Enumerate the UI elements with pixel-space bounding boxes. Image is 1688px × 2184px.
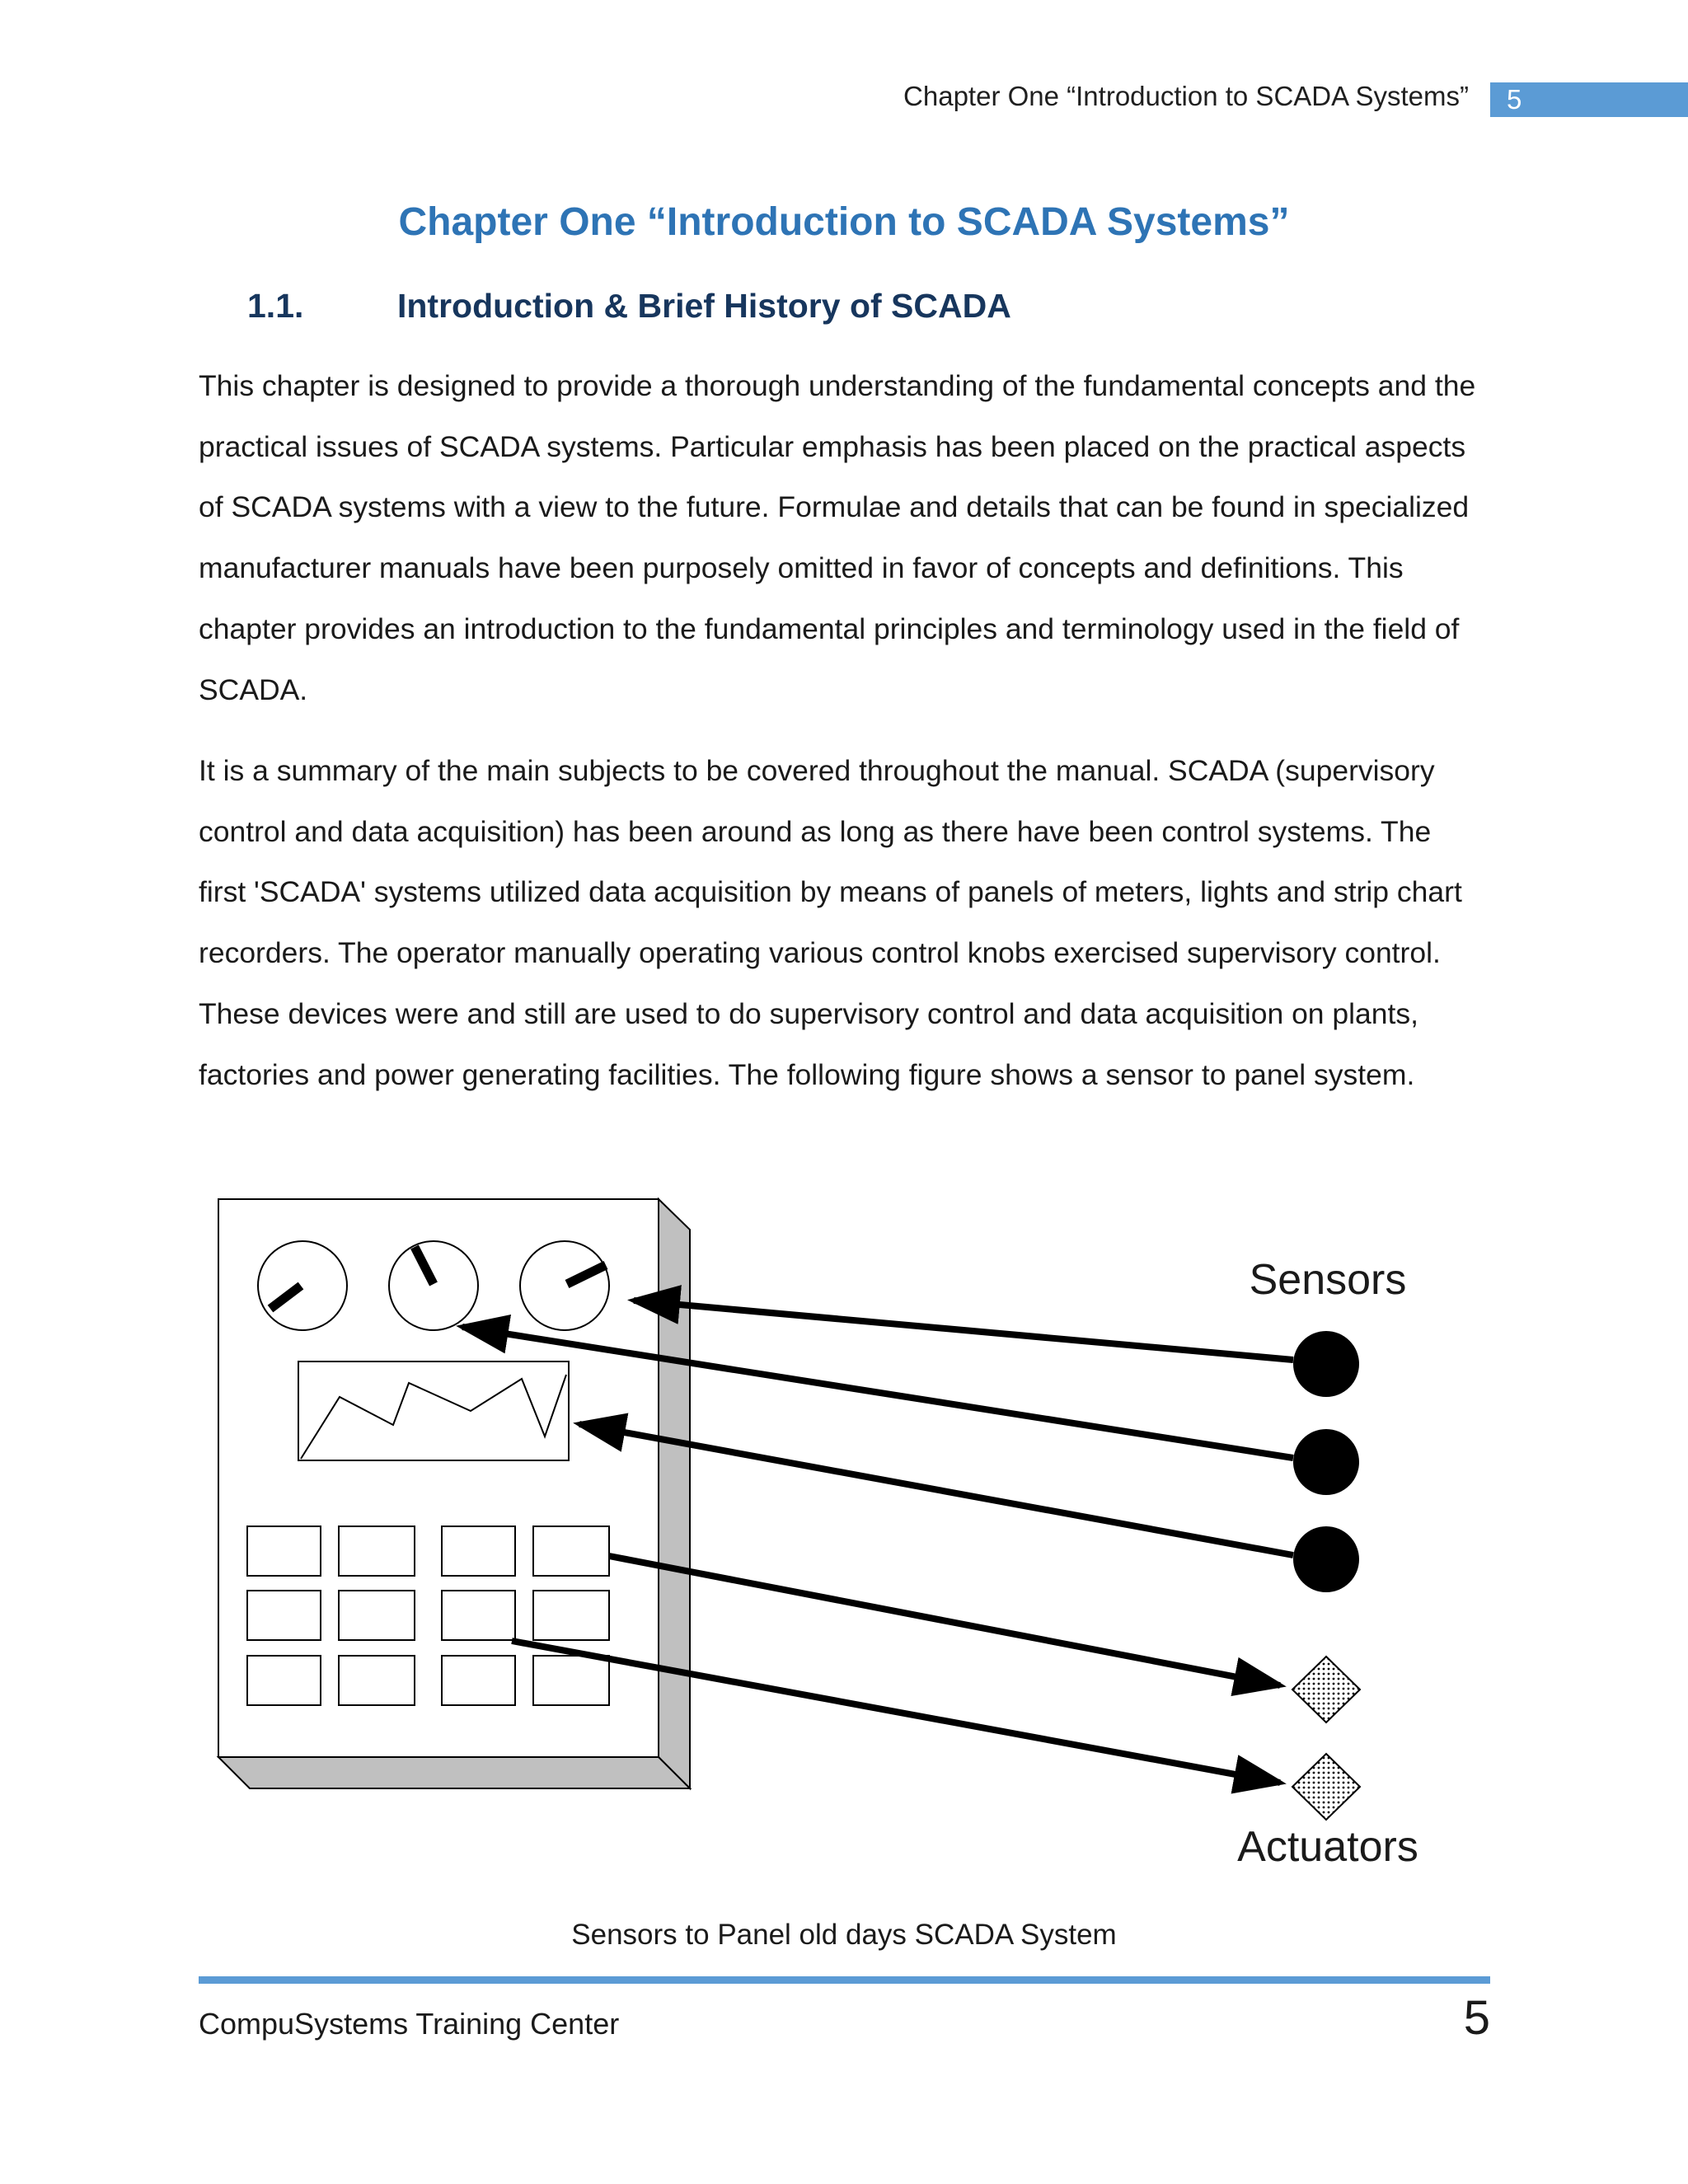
footer-divider (199, 1976, 1490, 1984)
figure-caption: Sensors to Panel old days SCADA System (571, 1919, 1117, 1951)
sensor-3 (1293, 1526, 1359, 1592)
paragraph-summary: It is a summary of the main subjects to be covered throughout the manual. SCADA (supervisory control and data acquisition) has been around as long as there have been control systems. The first 'SCADA' systems utilized data acquisition by means of panels of meters, lights and strip chart recorders. The operator manually operating various control knobs exercised supervisory control. These devices were and still are used to do supervisory control and data acquisition on plants, factories and power generating facilities. The following figure shows a sensor to panel system. (199, 754, 1462, 1091)
sensor-2 (1293, 1429, 1359, 1495)
dial-3 (520, 1241, 609, 1330)
actuator-2 (1292, 1754, 1360, 1820)
arrow-sensor1-to-dial3 (634, 1301, 1293, 1360)
section-title: Introduction & Brief History of SCADA (397, 287, 1011, 325)
dial-2 (389, 1241, 478, 1330)
footer-organization: CompuSystems Training Center (199, 2007, 620, 2041)
strip-chart-recorder (298, 1361, 569, 1460)
sensors-label: Sensors (1249, 1256, 1407, 1304)
panel-side-bottom (218, 1757, 690, 1788)
actuator-1 (1292, 1657, 1360, 1722)
running-header-title: Chapter One “Introduction to SCADA Systems” (903, 81, 1469, 111)
running-header-page-number: 5 (1490, 82, 1688, 117)
panel-side-right (659, 1199, 690, 1788)
actuators-label: Actuators (1237, 1823, 1418, 1871)
chapter-title: Chapter One “Introduction to SCADA Systems” (398, 200, 1290, 244)
sensor-1 (1293, 1331, 1359, 1397)
section-number: 1.1. (247, 287, 304, 325)
section-heading (247, 287, 1011, 326)
paragraph-intro: This chapter is designed to provide a thorough understanding of the fundamental concepts and the practical issues of SCADA systems. Particular emphasis has been placed on the practical aspects of SCADA systems with a view to the future. Formulae and details that can be found in specialized manufacturer manuals have been purposely omitted in favor of concepts and definitions. This chapter provides an introduction to the fundamental principles and terminology used in the field of SCADA. (199, 369, 1476, 706)
dial-1 (258, 1241, 347, 1330)
arrow-panel-to-actuator1 (609, 1556, 1280, 1685)
sensor-panel-diagram (199, 1187, 1451, 1887)
footer-page-number: 5 (1463, 1991, 1490, 2045)
